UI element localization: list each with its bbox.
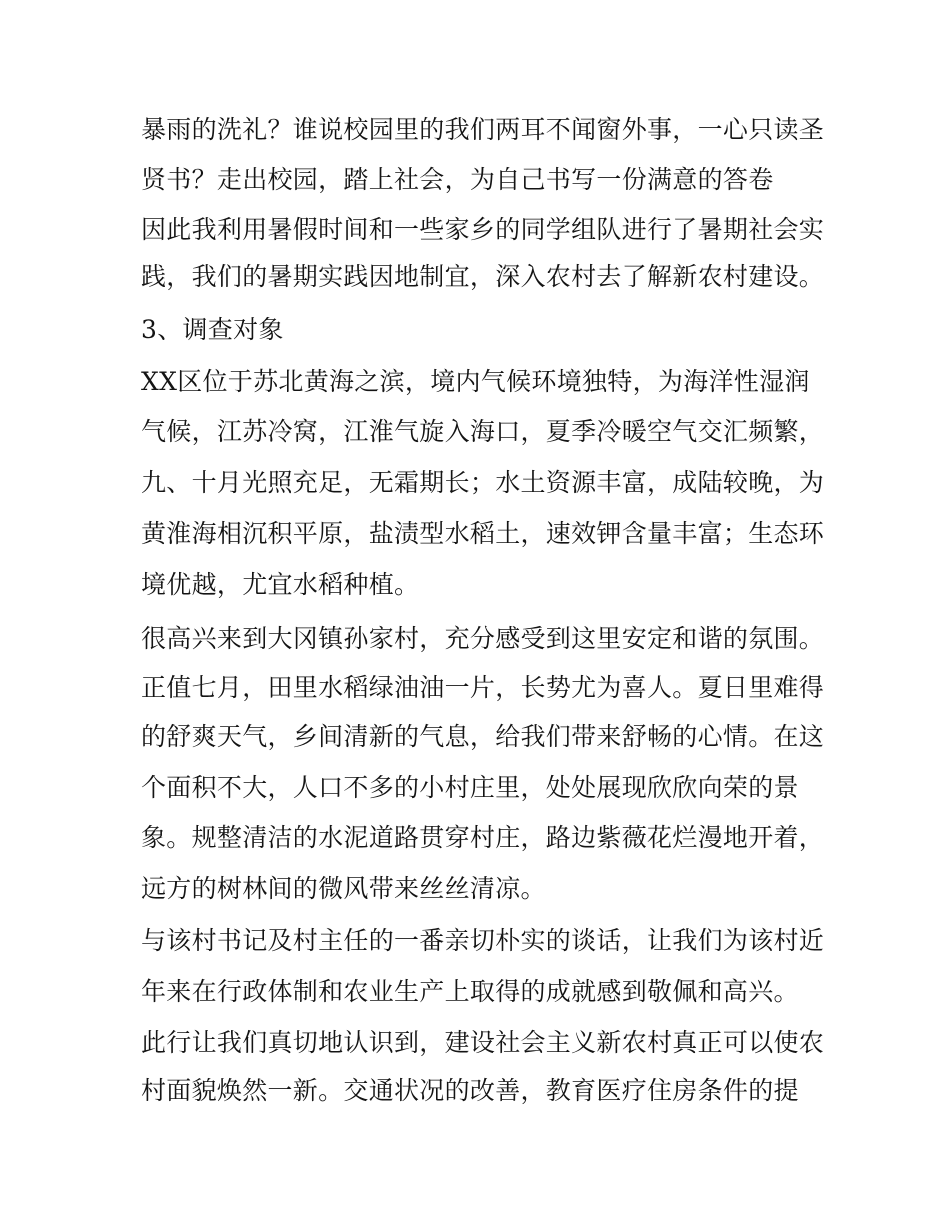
text-line: 很高兴来到大冈镇孙家村，充分感受到这里安定和谐的氛围。 — [141, 624, 825, 653]
text-line: XX区位于苏北黄海之滨，境内气候环境独特，为海洋性湿润 — [141, 367, 810, 396]
text-line: 远方的树林间的微风带来丝丝清凉。 — [141, 874, 546, 903]
text-line: 暴雨的洗礼？谁说校园里的我们两耳不闻窗外事，一心只读圣 — [141, 115, 825, 144]
text-line: 的舒爽天气，乡间清新的气息，给我们带来舒畅的心情。在这 — [141, 722, 825, 751]
text-line: 黄淮海相沉积平原，盐渍型水稻土，速效钾含量丰富；生态环 — [141, 519, 825, 548]
text-line: 境优越，尤宜水稻种植。 — [141, 570, 420, 599]
text-line: 年来在行政体制和农业生产上取得的成就感到敬佩和高兴。 — [141, 977, 799, 1006]
text-line: 因此我利用暑假时间和一些家乡的同学组队进行了暑期社会实 — [141, 215, 825, 244]
text-line: 气候，江苏冷窝，江淮气旋入海口，夏季冷暖空气交汇频繁， — [141, 417, 825, 446]
text-line: 九、十月光照充足，无霜期长；水土资源丰富，成陆较晚，为 — [141, 468, 825, 497]
text-line: 正值七月，田里水稻绿油油一片，长势尤为喜人。夏日里难得 — [141, 673, 825, 702]
section-heading: 3、调查对象 — [141, 315, 284, 344]
text-line: 个面积不大，人口不多的小村庄里，处处展现欣欣向荣的景 — [141, 773, 799, 802]
text-line: 此行让我们真切地认识到，建设社会主义新农村真正可以使农 — [141, 1028, 825, 1057]
text-line: 贤书？走出校园，踏上社会，为自己书写一份满意的答卷 — [141, 165, 774, 194]
text-line: 象。规整清洁的水泥道路贯穿村庄，路边紫薇花烂漫地开着， — [141, 823, 825, 852]
text-line: 与该村书记及村主任的一番亲切朴实的谈话，让我们为该村近 — [141, 926, 825, 955]
text-line: 村面貌焕然一新。交通状况的改善，教育医疗住房条件的提 — [141, 1076, 799, 1105]
text-line: 践，我们的暑期实践因地制宜，深入农村去了解新农村建设。 — [141, 262, 825, 291]
